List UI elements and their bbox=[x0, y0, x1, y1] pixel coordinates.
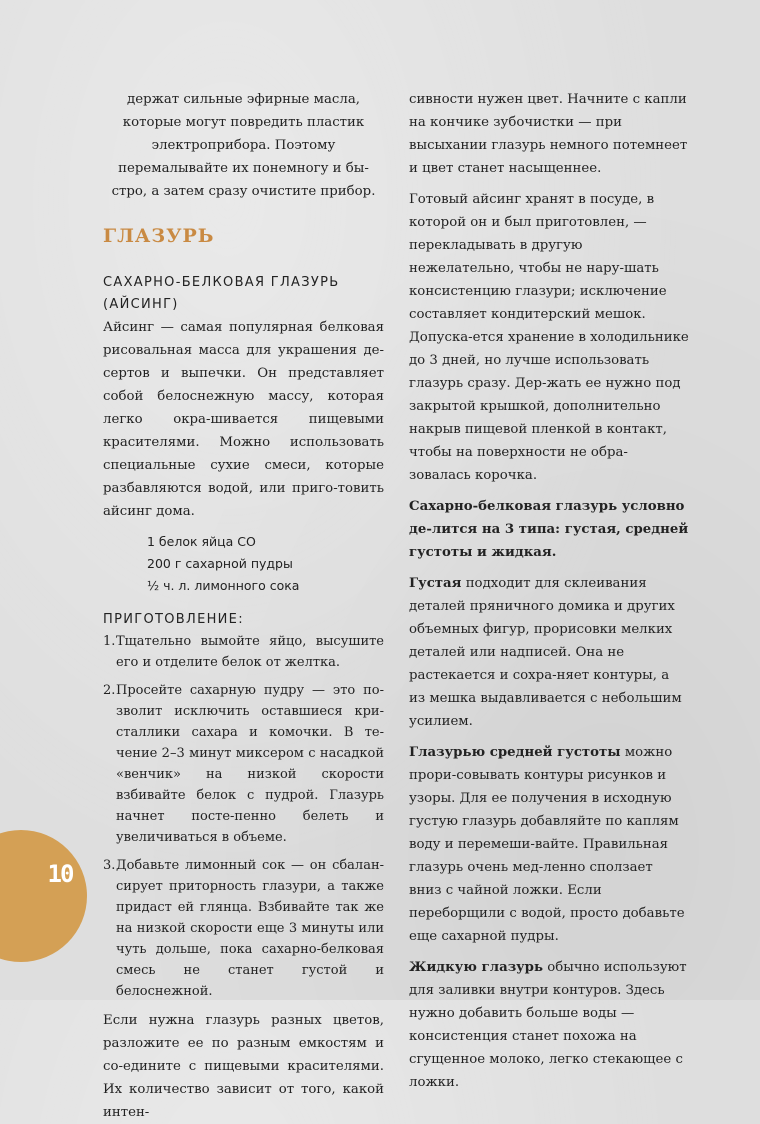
section-title: ГЛАЗУРЬ bbox=[103, 225, 215, 247]
ingredient-item: 200 г сахарной пудры bbox=[147, 556, 293, 571]
step-number: 2. bbox=[103, 683, 116, 698]
color-intensity-paragraph: сивности нужен цвет. Начните с капли на кончике зубочистки — при высыхании глазурь немного потемнеет и цвет станет насыщеннее. bbox=[409, 92, 688, 176]
step-text: Добавьте лимонный сок — он сбалан-сирует приторность глазури, а также придаст ей глянца. Взбивайте так же на низкой скорости еще 3 минуты или чуть дольше, пока сахарно-белковая смесь не станет густой и белоснежной. bbox=[116, 858, 384, 999]
ingredient-item: ½ ч. л. лимонного сока bbox=[147, 578, 300, 593]
step-text: Тщательно вымойте яйцо, высушите его и отделите белок от желтка. bbox=[116, 634, 384, 670]
medium-paragraph bbox=[409, 741, 689, 948]
thick-term: Густая bbox=[409, 576, 462, 591]
step-item bbox=[103, 680, 384, 848]
preparation-heading: ПРИГОТОВЛЕНИЕ: bbox=[103, 612, 244, 627]
thick-text: подходит для склеивания деталей пряничного домика и других объемных фигур, прорисовки мелких деталей или надписей. Она не растекается и сохра-няет контуры, а из мешка выдавливается с небольшим усилием. bbox=[409, 576, 682, 729]
liquid-term: Жидкую глазурь bbox=[409, 960, 544, 975]
liquid-text: обычно используют для заливки внутри контуров. Здесь нужно добавить больше воды — консистенция станет похожа на сгущенное молоко, легко стекающее с ложки. bbox=[409, 960, 687, 1090]
right-column bbox=[409, 88, 689, 1102]
thick-paragraph bbox=[409, 572, 689, 733]
colors-paragraph: Если нужна глазурь разных цветов, разложите ее по разным емкостям и со-едините с пищевыми красителями. Их количество зависит от того, какой интен- bbox=[103, 1013, 384, 1120]
step-item bbox=[103, 631, 384, 673]
step-number: 3. bbox=[103, 858, 116, 873]
medium-text: можно прори-совывать контуры рисунков и узоры. Для ее получения в исходную густую глазурь добавляйте по каплям воду и перемеши-вайте. Правильная глазурь очень мед-ленно сползает вниз с чайной ложки. Если переборщили с водой, просто добавьте еще сахарной пудры. bbox=[409, 745, 685, 944]
steps-list bbox=[103, 631, 384, 1002]
intro-paragraph: держат сильные эфирные масла, которые могут повредить пластик электроприбора. Поэтому перемалывайте их понемногу и бы-стро, а затем сразу очистите прибор. bbox=[111, 92, 376, 199]
step-text: Просейте сахарную пудру — это по-зволит исключить оставшиеся кри-сталлики сахара и комочки. В те-чение 2–3 минут миксером с насадкой «венчик» на низкой скорости взбивайте белок с пудрой. Глазурь начнет посте-пенно белеть и увеличиваться в объеме. bbox=[116, 683, 384, 845]
types-bold: Сахарно-белковая глазурь условно де-лится на 3 типа: густая, средней густоты и жидкая. bbox=[409, 499, 689, 560]
liquid-paragraph bbox=[409, 956, 689, 1094]
step-item bbox=[103, 855, 384, 1002]
recipe-subheading: САХАРНО-БЕЛКОВАЯ ГЛАЗУРЬ (АЙСИНГ) bbox=[103, 275, 340, 312]
left-column bbox=[103, 88, 384, 1124]
description-paragraph: Айсинг — самая популярная белковая рисовальная масса для украшения де-сертов и выпечки. Он представляет собой белоснежную массу, которая легко окра-шивается пищевыми красителями. Можно использовать специальные сухие смеси, которые разбавляются водой, или приго-товить айсинг дома. bbox=[103, 320, 384, 519]
types-paragraph bbox=[409, 495, 689, 564]
ingredients-list bbox=[147, 531, 384, 597]
ingredient-item: 1 белок яйца СО bbox=[147, 534, 256, 549]
page-number-badge bbox=[0, 830, 87, 962]
medium-term: Глазурью средней густоты bbox=[409, 745, 621, 760]
storage-paragraph: Готовый айсинг хранят в посуде, в которой он и был приготовлен, — перекладывать в другую нежелательно, чтобы не нару-шать консистенцию глазури; исключение составляет кондитерский мешок. Допуска-ется хранение в холодильнике до 3 дней, но лучше использовать глазурь сразу. Дер-жать ее нужно под закрытой крышкой, дополнительно накрыв пищевой пленкой в контакт, чтобы на поверхности не обра-зовалась корочка. bbox=[409, 192, 689, 483]
page-number: 10 bbox=[47, 860, 73, 888]
step-number: 1. bbox=[103, 634, 116, 649]
